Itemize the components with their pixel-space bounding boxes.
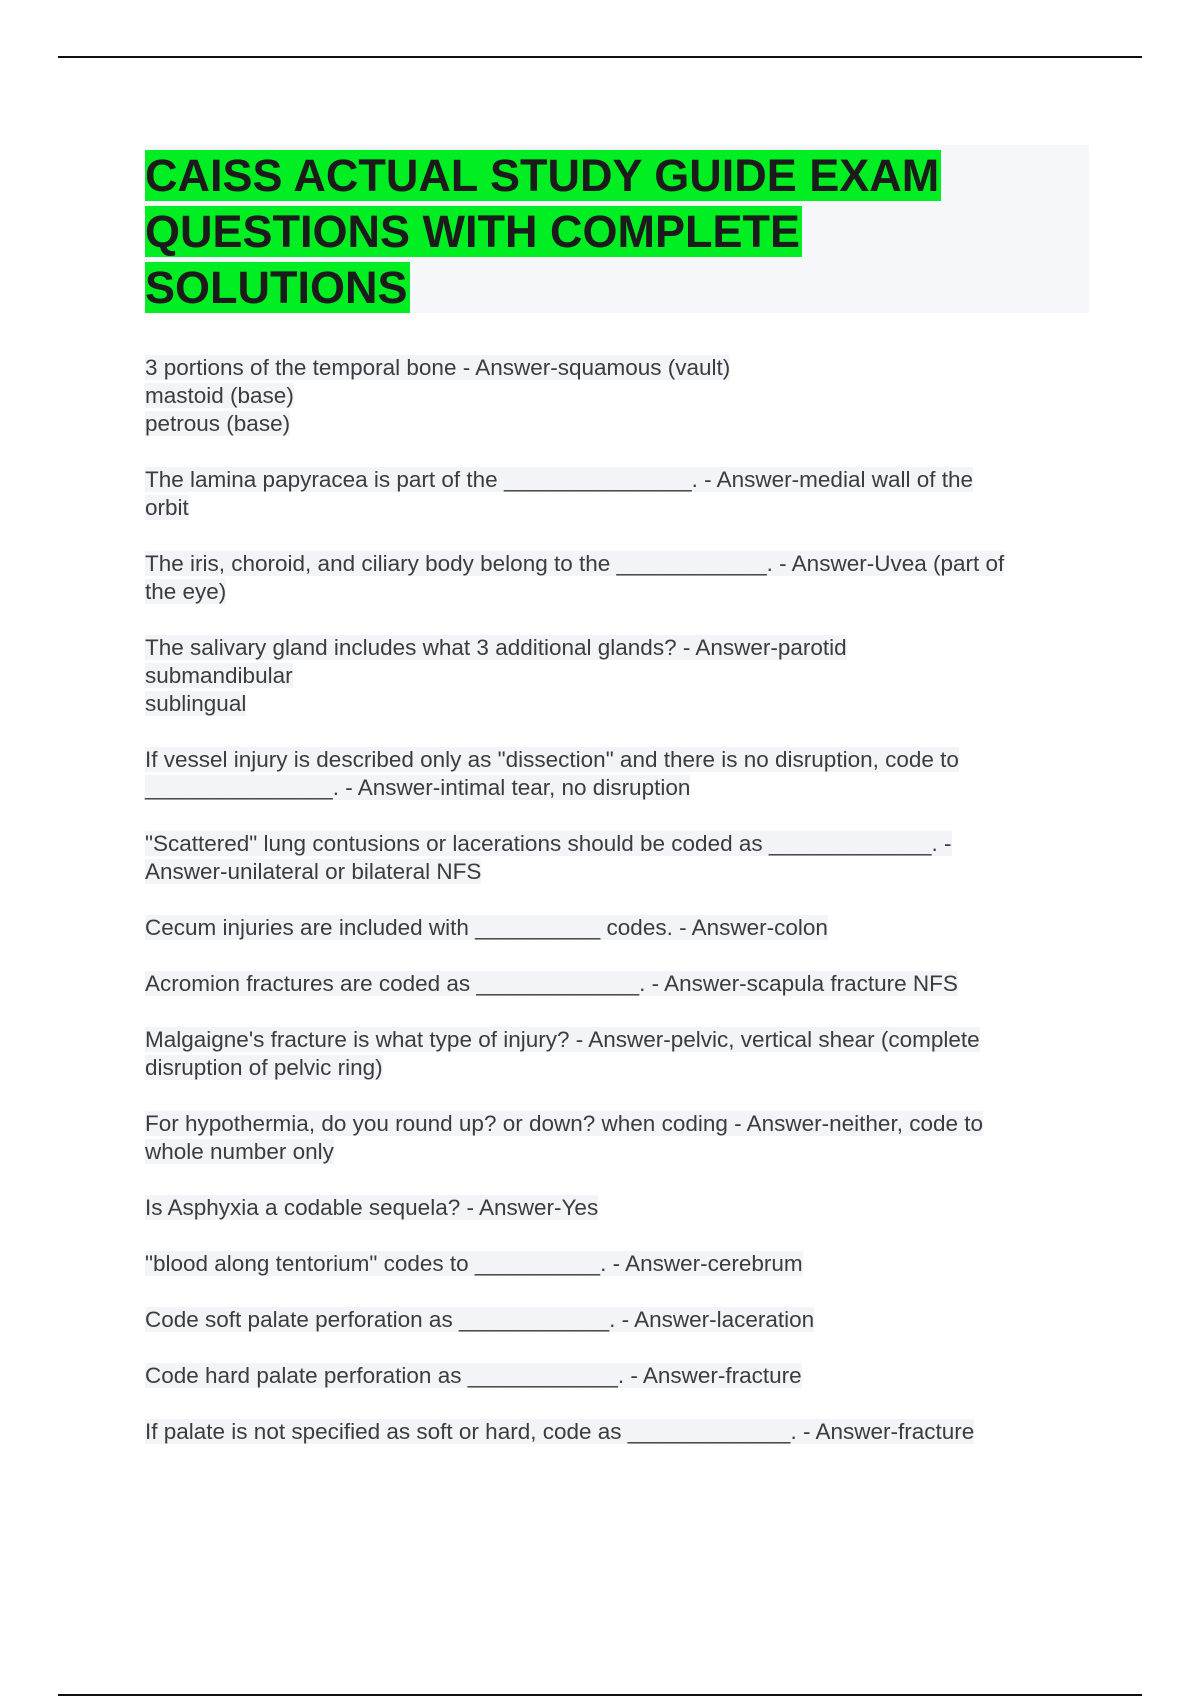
qa-line [145,466,1075,494]
qa-line [145,1110,1075,1138]
qa-line [145,1054,1075,1082]
qa-line [145,1138,1075,1166]
qa-item [145,914,1075,942]
qa-line-text: If palate is not specified as soft or hard, code as _____________. - Answer-fracture [145,1419,975,1444]
qa-line [145,1306,1075,1334]
qa-item [145,634,1075,718]
qa-line [145,690,1075,718]
qa-line-text: The salivary gland includes what 3 additional glands? - Answer-parotid [145,635,847,660]
document-title [145,148,1045,316]
bottom-rule [58,1694,1142,1696]
qa-line-text: Cecum injuries are included with __________ codes. - Answer-colon [145,915,828,940]
qa-line-text: The lamina papyracea is part of the _______________. - Answer-medial wall of the [145,467,974,492]
qa-line [145,662,1075,690]
qa-line [145,1418,1075,1446]
qa-line [145,494,1075,522]
qa-list [145,354,1075,1474]
qa-line [145,830,1075,858]
qa-item [145,466,1075,522]
qa-item [145,1362,1075,1390]
qa-line-text: "Scattered" lung contusions or lacerations should be coded as _____________. - [145,831,952,856]
qa-line [145,914,1075,942]
qa-line-text: "blood along tentorium" codes to __________. - Answer-cerebrum [145,1251,803,1276]
qa-line-text: 3 portions of the temporal bone - Answer-squamous (vault) [145,355,731,380]
qa-line-text: whole number only [145,1139,334,1164]
qa-line [145,354,1075,382]
title-highlight: CAISS ACTUAL STUDY GUIDE EXAM QUESTIONS WITH COMPLETE SOLUTIONS [145,150,940,313]
qa-item [145,1110,1075,1166]
qa-item [145,830,1075,886]
qa-item [145,354,1075,438]
qa-line-text: Malgaigne's fracture is what type of injury? - Answer-pelvic, vertical shear (complete [145,1027,980,1052]
qa-line-text: Acromion fractures are coded as _____________. - Answer-scapula fracture NFS [145,971,958,996]
qa-line [145,746,1075,774]
qa-line-text: disruption of pelvic ring) [145,1055,383,1080]
qa-line [145,1194,1075,1222]
qa-line-text: _______________. - Answer-intimal tear, no disruption [145,775,691,800]
qa-item [145,1250,1075,1278]
qa-line-text: If vessel injury is described only as "dissection" and there is no disruption, code to [145,747,959,772]
qa-line [145,1250,1075,1278]
qa-line [145,858,1075,886]
qa-item [145,1026,1075,1082]
qa-line-text: the eye) [145,579,227,604]
qa-item [145,1418,1075,1446]
qa-line-text: The iris, choroid, and ciliary body belong to the ____________. - Answer-Uvea (part of [145,551,1005,576]
qa-line [145,970,1075,998]
qa-item [145,1306,1075,1334]
qa-line [145,578,1075,606]
qa-line [145,410,1075,438]
qa-line [145,1362,1075,1390]
qa-line-text: mastoid (base) [145,383,294,408]
qa-line-text: petrous (base) [145,411,291,436]
qa-line [145,382,1075,410]
qa-line-text: Code hard palate perforation as ____________. - Answer-fracture [145,1363,802,1388]
qa-item [145,550,1075,606]
top-rule [58,56,1142,58]
qa-line-text: For hypothermia, do you round up? or down? when coding - Answer-neither, code to [145,1111,984,1136]
qa-item [145,970,1075,998]
qa-line [145,550,1075,578]
qa-item [145,746,1075,802]
qa-line-text: sublingual [145,691,247,716]
qa-line-text: submandibular [145,663,293,688]
qa-item [145,1194,1075,1222]
qa-line [145,1026,1075,1054]
qa-line-text: Is Asphyxia a codable sequela? - Answer-Yes [145,1195,599,1220]
qa-line [145,774,1075,802]
qa-line-text: Code soft palate perforation as ____________. - Answer-laceration [145,1307,815,1332]
qa-line [145,634,1075,662]
qa-line-text: orbit [145,495,189,520]
qa-line-text: Answer-unilateral or bilateral NFS [145,859,482,884]
